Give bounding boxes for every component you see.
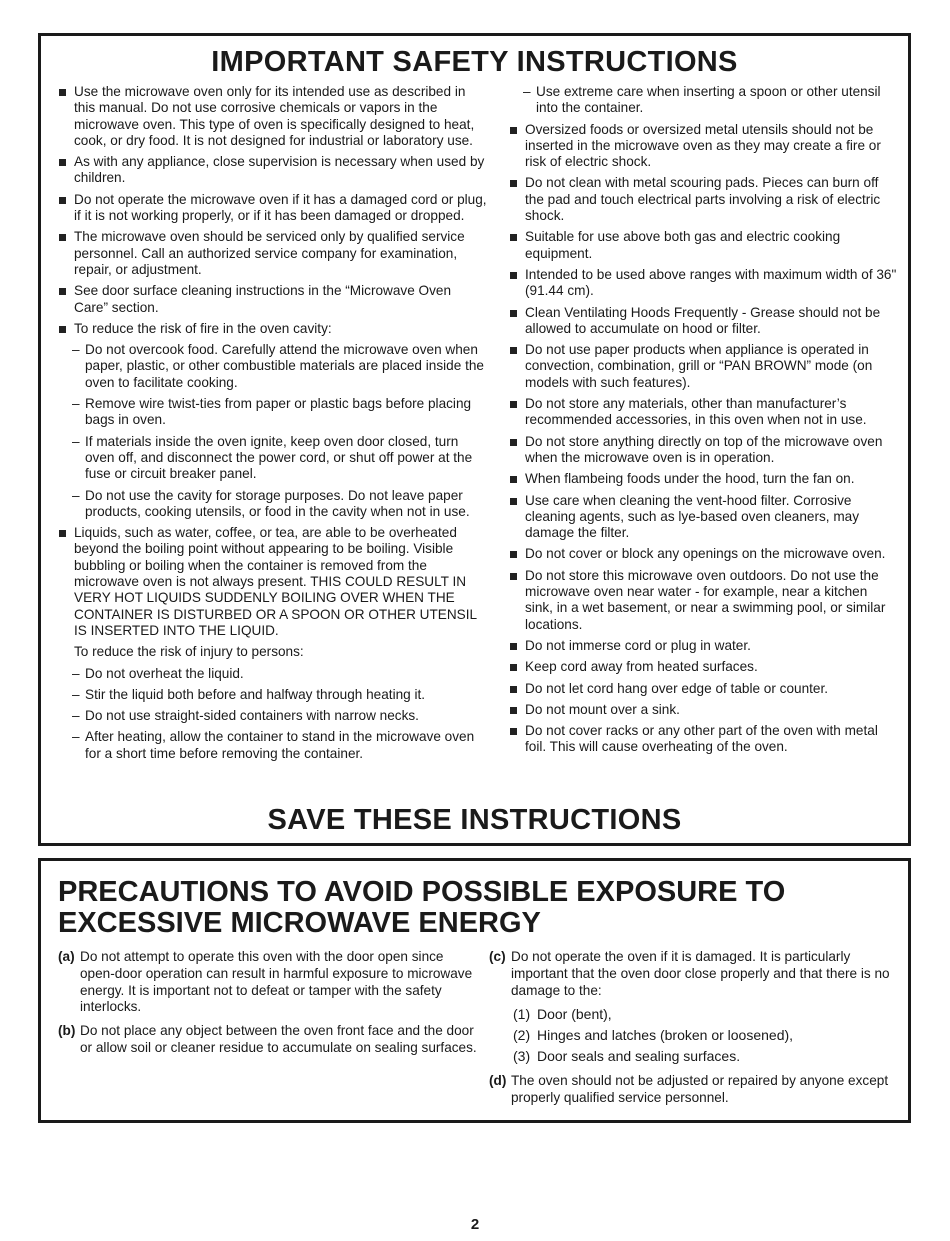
- safety-bullet-item: [57, 525, 487, 639]
- dash-marker: –: [72, 708, 80, 724]
- safety-bullet-item: [508, 229, 898, 262]
- safety-bullet-item: [57, 84, 487, 149]
- safety-bullet-item: [57, 283, 487, 316]
- item-text: Intended to be used above ranges with maximum width of 36" (91.44 cm).: [525, 266, 897, 299]
- item-text: To reduce the risk of injury to persons:: [74, 644, 304, 660]
- dash-marker: –: [523, 84, 531, 99]
- item-text: Do not store this microwave oven outdoors. Do not use the microwave oven near water - for example, near a kitchen sink, in a wet basement, or near a swimming pool, or similar locations.: [525, 567, 886, 632]
- safety-bullet-item: [57, 192, 487, 225]
- item-label: (b): [58, 1023, 76, 1039]
- subitem-number: (1): [513, 1006, 531, 1023]
- precaution-item-a: [58, 949, 478, 1016]
- dash-marker: –: [72, 396, 80, 412]
- item-label: (a): [58, 949, 75, 964]
- safety-bullet-item: [508, 546, 898, 562]
- subitem-number: (2): [513, 1027, 531, 1044]
- safety-bullet-item: [508, 175, 898, 224]
- precaution-item-c: [489, 949, 899, 999]
- item-text: Do not immerse cord or plug in water.: [525, 637, 751, 653]
- safety-bullet-item: [508, 342, 898, 391]
- safety-bullet-item: [508, 723, 898, 756]
- safety-dash-item: [57, 396, 487, 429]
- item-text: Do not use the cavity for storage purposes. Do not leave paper products, cooking utensils, or food in the cavity when not in use.: [85, 487, 470, 519]
- safety-bullet-item: [508, 568, 898, 633]
- item-text: Do not cover racks or any other part of the oven with metal foil. This will cause overheating of the oven.: [525, 723, 878, 755]
- item-text: Keep cord away from heated surfaces.: [525, 659, 758, 675]
- item-text: Stir the liquid both before and halfway through heating it.: [85, 686, 426, 702]
- subitem-text: Hinges and latches (broken or loosened),: [537, 1027, 794, 1044]
- item-text: Clean Ventilating Hoods Frequently - Grease should not be allowed to accumulate on hood or filter.: [525, 304, 881, 336]
- safety-instructions-box: [38, 33, 911, 846]
- safety-dash-item: [57, 666, 487, 682]
- item-text: As with any appliance, close supervision is necessary when used by children.: [74, 154, 485, 186]
- dash-marker: –: [72, 487, 80, 503]
- item-text: Do not operate the microwave oven if it has a damaged cord or plug, if it is not working properly, or if it has been damaged or dropped.: [74, 191, 487, 224]
- precaution-subitem: [489, 1027, 899, 1044]
- safety-bullet-item: [57, 154, 487, 187]
- safety-bullet-item: [508, 122, 898, 171]
- safety-dash-item: [57, 729, 487, 762]
- safety-paragraph: [57, 644, 487, 660]
- precautions-left-column: [58, 949, 478, 1064]
- item-text: Do not store any materials, other than manufacturer’s recommended accessories, in this oven when not in use.: [525, 396, 867, 428]
- item-text: Liquids, such as water, coffee, or tea, are able to be overheated beyond the boiling point without appearing to be boiling. Visible bubbling or boiling when the container is removed from the microwave oven is not always present. THIS COULD RESULT IN VERY HOT LIQUIDS SUDDENLY BOILING OVER WHEN THE CONTAINER IS DISTURBED OR A SPOON OR OTHER UTENSIL IS INSERTED INTO THE LIQUID.: [74, 525, 477, 638]
- safety-right-column: [508, 84, 898, 761]
- item-text: Suitable for use above both gas and electric cooking equipment.: [525, 229, 841, 261]
- item-text: After heating, allow the container to stand in the microwave oven for a short time before removing the container.: [85, 729, 475, 761]
- item-text: Oversized foods or oversized metal utensils should not be inserted in the microwave oven as they may create a fire or risk of electric shock.: [525, 121, 881, 170]
- item-label: (d): [489, 1072, 507, 1088]
- safety-bullet-item: [508, 638, 898, 654]
- dash-marker: –: [72, 686, 80, 702]
- save-instructions-title: SAVE THESE INSTRUCTIONS: [267, 804, 682, 836]
- item-text: Remove wire twist-ties from paper or plastic bags before placing bags in oven.: [85, 396, 472, 428]
- item-text: Do not attempt to operate this oven with the door open since open-door operation can result in harmful exposure to microwave energy. It is important not to defeat or tamper with the safety interlocks.: [80, 949, 473, 1015]
- safety-title: IMPORTANT SAFETY INSTRUCTIONS: [211, 46, 738, 78]
- precautions-right-column: [489, 949, 899, 1113]
- safety-bullet-item: [57, 229, 487, 278]
- dash-marker: –: [72, 342, 80, 358]
- safety-bullet-item: [508, 471, 898, 487]
- safety-bullet-item: [508, 434, 898, 467]
- safety-dash-item: [57, 708, 487, 724]
- item-text: Do not operate the oven if it is damaged. It is particularly important that the oven door close properly and that there is no damage to the:: [511, 949, 890, 998]
- safety-bullet-item: [508, 493, 898, 542]
- safety-bullet-item: [508, 702, 898, 718]
- item-text: Do not use paper products when appliance is operated in convection, combination, grill or “PAN BROWN” mode (on models with such features).: [525, 342, 873, 390]
- item-text: Do not overcook food. Carefully attend the microwave oven when paper, plastic, or other combustible materials are placed inside the oven to facilitate cooking.: [85, 342, 484, 390]
- safety-bullet-item: [508, 681, 898, 697]
- item-text: When flambeing foods under the hood, turn the fan on.: [525, 471, 855, 487]
- dash-marker: –: [72, 665, 80, 681]
- precaution-item-b: [58, 1023, 478, 1057]
- item-text: Use care when cleaning the vent-hood filter. Corrosive cleaning agents, such as lye-based oven cleaners, may damage the filter.: [525, 492, 859, 541]
- item-text: Do not overheat the liquid.: [85, 665, 244, 681]
- safety-bullet-item: [508, 396, 898, 429]
- safety-bullet-item: [57, 321, 487, 337]
- safety-dash-item: [508, 84, 898, 117]
- item-text: The microwave oven should be serviced only by qualified service personnel. Call an authorized service company for examination, repair, or adjustment.: [74, 229, 465, 277]
- item-text: To reduce the risk of fire in the oven cavity:: [74, 320, 332, 336]
- precautions-box: [38, 858, 911, 1123]
- dash-marker: –: [72, 433, 80, 449]
- item-text: Do not clean with metal scouring pads. Pieces can burn off the pad and touch electrical parts involving a risk of electric shock.: [525, 175, 881, 224]
- subitem-number: (3): [513, 1047, 531, 1064]
- safety-left-column: [57, 84, 487, 767]
- item-text: Do not cover or block any openings on the microwave oven.: [525, 546, 886, 562]
- precautions-title: PRECAUTIONS TO AVOID POSSIBLE EXPOSURE TO EXCESSIVE MICROWAVE ENERGY: [58, 876, 786, 939]
- item-text: Do not store anything directly on top of the microwave oven when the microwave oven is in operation.: [525, 433, 883, 465]
- item-text: See door surface cleaning instructions in the “Microwave Oven Care” section.: [74, 283, 452, 315]
- item-text: Do not mount over a sink.: [525, 701, 680, 717]
- precaution-item-d: [489, 1073, 899, 1107]
- item-text: Do not let cord hang over edge of table or counter.: [525, 680, 829, 696]
- safety-bullet-item: [508, 659, 898, 675]
- subitem-text: Door (bent),: [537, 1006, 612, 1023]
- item-text: Do not use straight-sided containers with narrow necks.: [85, 708, 419, 724]
- subitem-text: Door seals and sealing surfaces.: [537, 1047, 741, 1064]
- page-number: 2: [470, 1216, 480, 1233]
- precaution-subitem: [489, 1048, 899, 1065]
- item-text: The oven should not be adjusted or repaired by anyone except properly qualified service personnel.: [511, 1072, 889, 1105]
- item-label: (c): [489, 949, 506, 964]
- item-text: Use the microwave oven only for its intended use as described in this manual. Do not use corrosive chemicals or vapors in the microwave oven. This type of oven is specifically designed to heat, cook, or dry food. It is not designed for industrial or laboratory use.: [74, 84, 475, 148]
- item-text: If materials inside the oven ignite, keep oven door closed, turn oven off, and disconnect the power cord, or shut off power at the fuse or circuit breaker panel.: [85, 433, 473, 482]
- precaution-subitem: [489, 1006, 899, 1023]
- safety-dash-item: [57, 434, 487, 483]
- safety-dash-item: [57, 488, 487, 521]
- item-text: Do not place any object between the oven front face and the door or allow soil or cleaner residue to accumulate on sealing surfaces.: [80, 1023, 477, 1055]
- safety-dash-item: [57, 342, 487, 391]
- dash-marker: –: [72, 729, 80, 745]
- safety-bullet-item: [508, 305, 898, 338]
- item-text: Use extreme care when inserting a spoon or other utensil into the container.: [536, 84, 881, 116]
- safety-dash-item: [57, 687, 487, 703]
- safety-bullet-item: [508, 267, 898, 300]
